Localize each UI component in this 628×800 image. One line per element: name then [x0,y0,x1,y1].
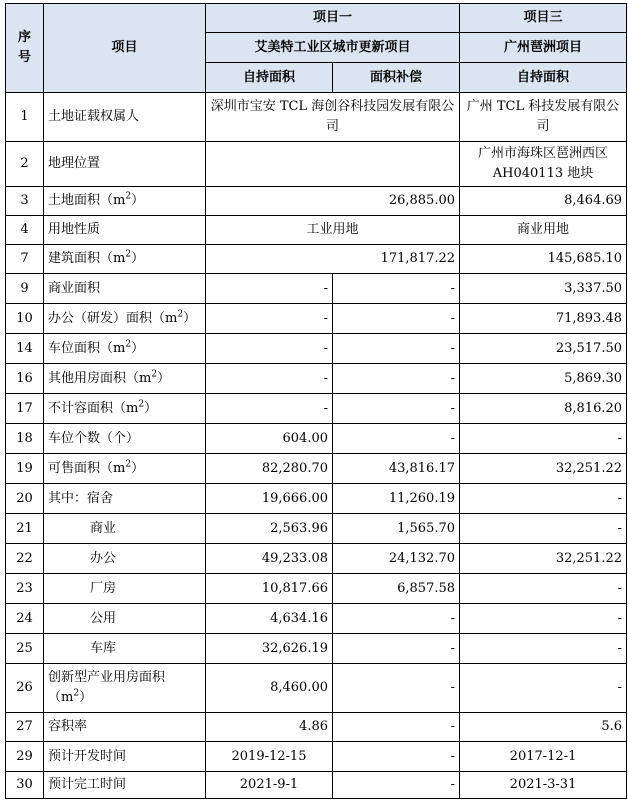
cell-compensation: - [333,772,460,799]
row-number: 24 [6,604,44,634]
cell-project-3: 23,517.50 [460,334,627,364]
table-row [6,574,627,604]
cell-self-held: - [206,304,333,334]
row-number: 20 [6,484,44,514]
cell-self-held: 4.86 [206,713,333,742]
cell-compensation: - [333,334,460,364]
row-label: 其中：宿舍 [44,484,206,514]
cell-self-held: 4,634.16 [206,604,333,634]
table-row [6,484,627,514]
table-row [6,274,627,304]
row-label: 公用 [44,604,206,634]
cell-project-3: 2021-3-31 [460,772,627,799]
row-number: 25 [6,634,44,664]
row-label: 土地证载权属人 [44,93,206,142]
row-number: 3 [6,187,44,216]
header-area-compensation: 面积补偿 [333,63,460,93]
cell-self-held: - [206,274,333,304]
cell-project-3: 3,337.50 [460,274,627,304]
cell-project-3: - [460,424,627,454]
cell-self-held: 49,233.08 [206,544,333,574]
cell-project-3: 8,464.69 [460,187,627,216]
row-label: 预计开发时间 [44,742,206,772]
row-label: 可售面积$(m^2)$ [44,454,206,484]
cell-compensation: - [333,424,460,454]
row-label: 办公（研发）面积$(m^2)$ [44,304,206,334]
row-number: 2 [6,142,44,187]
table-row [6,514,627,544]
table-row [6,742,627,772]
row-label: 办公 [44,544,206,574]
cell-project-3: 71,893.48 [460,304,627,334]
cell-project-3: 广州 TCL 科技发展有限公司 [460,93,627,142]
cell-self-held: 604.00 [206,424,333,454]
cell-project-1: 深圳市宝安 TCL 海创谷科技园发展有限公司 [206,93,460,142]
cell-self-held: 82,280.70 [206,454,333,484]
table-row [6,216,627,245]
cell-compensation: 6,857.58 [333,574,460,604]
row-label: 不计容面积$(m^2)$ [44,394,206,424]
row-number: 10 [6,304,44,334]
header-self-held-area-3: 自持面积 [460,63,627,93]
row-label: 商业 [44,514,206,544]
row-label: 商业面积 [44,274,206,304]
cell-compensation: - [333,364,460,394]
row-label: 建筑面积$(m^2)$ [44,245,206,274]
row-label: 厂房 [44,574,206,604]
cell-self-held: - [206,394,333,424]
table-row [6,142,627,187]
table-row [6,304,627,334]
row-number: 19 [6,454,44,484]
cell-project-3: 32,251.22 [460,544,627,574]
row-number: 7 [6,245,44,274]
table-row [6,245,627,274]
cell-project-3: - [460,484,627,514]
table-row [6,664,627,713]
row-number: 9 [6,274,44,304]
row-label: 车位面积$(m^2)$ [44,334,206,364]
cell-self-held: 8,460.00 [206,664,333,713]
table-row [6,713,627,742]
cell-self-held: 2021-9-1 [206,772,333,799]
cell-project-3: 145,685.10 [460,245,627,274]
row-label: 车库 [44,634,206,664]
row-number: 18 [6,424,44,454]
cell-self-held: 10,817.66 [206,574,333,604]
cell-project-3: - [460,664,627,713]
header-self-held-area: 自持面积 [206,63,333,93]
cell-compensation: 43,816.17 [333,454,460,484]
row-label: 车位个数（个） [44,424,206,454]
cell-self-held: - [206,364,333,394]
cell-compensation: - [333,634,460,664]
cell-project-3: 商业用地 [460,216,627,245]
table-row [6,634,627,664]
cell-compensation: 24,132.70 [333,544,460,574]
cell-project-1: 26,885.00 [206,187,460,216]
row-label: 地理位置 [44,142,206,187]
cell-self-held: 2,563.96 [206,514,333,544]
row-number: 14 [6,334,44,364]
table-row [6,334,627,364]
cell-compensation: - [333,304,460,334]
row-label: 创新型产业用房面积$(m^2)$ [44,664,206,713]
row-number: 23 [6,574,44,604]
row-number: 1 [6,93,44,142]
cell-project-3: 8,816.20 [460,394,627,424]
cell-compensation: - [333,274,460,304]
cell-compensation: - [333,713,460,742]
cell-project-3: - [460,604,627,634]
row-label: 用地性质 [44,216,206,245]
cell-compensation: 11,260.19 [333,484,460,514]
row-number: 17 [6,394,44,424]
cell-self-held: 19,666.00 [206,484,333,514]
cell-project-3: - [460,574,627,604]
cell-project-1: 工业用地 [206,216,460,245]
cell-compensation: - [333,742,460,772]
cell-self-held: - [206,334,333,364]
cell-project-3: 5,869.30 [460,364,627,394]
table-row [6,394,627,424]
cell-compensation: - [333,394,460,424]
row-label: 容积率 [44,713,206,742]
cell-self-held: 32,626.19 [206,634,333,664]
row-number: 26 [6,664,44,713]
cell-project-3: 32,251.22 [460,454,627,484]
table-row [6,454,627,484]
table-row [6,93,627,142]
header-project-1: 项目一 [206,4,460,33]
cell-project-3: - [460,634,627,664]
cell-project-3: 广州市海珠区琶洲西区 AH040113 地块 [460,142,627,187]
table-row [6,187,627,216]
header-project-3: 项目三 [460,4,627,33]
row-number: 27 [6,713,44,742]
table-row [6,772,627,799]
cell-project-3: 5.6 [460,713,627,742]
cell-compensation: - [333,664,460,713]
cell-project-1: 171,817.22 [206,245,460,274]
cell-compensation: 1,565.70 [333,514,460,544]
row-number: 16 [6,364,44,394]
table-row [6,424,627,454]
row-label: 土地面积$(m^2)$ [44,187,206,216]
table-row [6,544,627,574]
row-number: 30 [6,772,44,799]
cell-project-3: - [460,514,627,544]
row-number: 21 [6,514,44,544]
cell-project-3: 2017-12-1 [460,742,627,772]
header-project-1-name: 艾美特工业区城市更新项目 [206,33,460,63]
header-item: 项目 [44,4,206,93]
header-seq: 序号 [6,4,44,93]
cell-self-held: 2019-12-15 [206,742,333,772]
row-number: 22 [6,544,44,574]
row-number: 4 [6,216,44,245]
row-label: 其他用房面积$(m^2)$ [44,364,206,394]
cell-compensation: - [333,604,460,634]
table-row [6,604,627,634]
table-row [6,364,627,394]
header-project-3-name: 广州琶洲项目 [460,33,627,63]
cell-project-1 [206,142,460,187]
row-label: 预计完工时间 [44,772,206,799]
row-number: 29 [6,742,44,772]
project-comparison-table [5,3,627,799]
